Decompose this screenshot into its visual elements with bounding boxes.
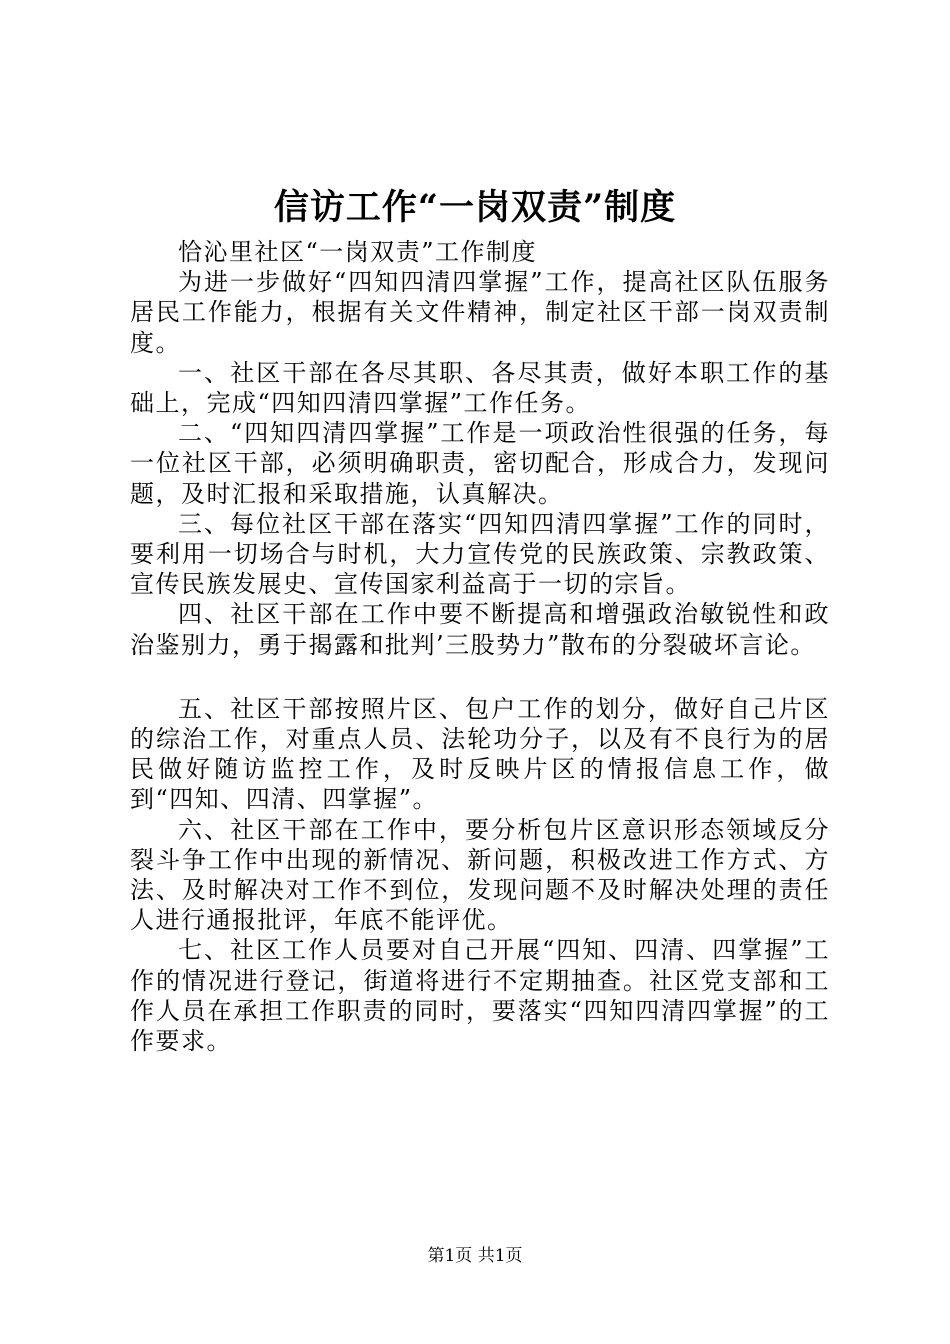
document-subtitle: 恰沁里社区“一岗双责”工作制度 — [178, 238, 538, 266]
paragraph-item-4: 四、社区干部在工作中要不断提高和增强政治敏锐性和政治鉴别力，勇于揭露和批判’三股势力”散布的分裂破坏言论。 — [130, 600, 830, 659]
paragraph-item-2: 二、“四知四清四掌握”工作是一项政治性很强的任务，每一位社区干部，必须明确职责，密切配合，形成合力，发现问题，及时汇报和采取措施，认真解决。 — [130, 419, 830, 508]
paragraph-item-5: 五、社区干部按照片区、包户工作的划分，做好自己片区的综治工作，对重点人员、法轮功分子，以及有不良行为的居民做好随访监控工作，及时反映片区的情报信息工作，做到“四知、四清、四掌握”。 — [130, 694, 830, 814]
paragraph-item-7: 七、社区工作人员要对自己开展“四知、四清、四掌握”工作的情况进行登记，街道将进行不定期抽查。社区党支部和工作人员在承担工作职责的同时，要落实“四知四清四掌握”的工作要求。 — [130, 936, 830, 1056]
page-footer: 第1页 共1页 — [427, 1246, 523, 1266]
paragraph-item-1: 一、社区干部在各尽其职、各尽其责，做好本职工作的基础上，完成“四知四清四掌握”工作任务。 — [130, 358, 830, 418]
document-body — [130, 237, 830, 1056]
document-title: 信访工作“一岗双责”制度 — [273, 187, 677, 228]
paragraph-spacer — [130, 660, 830, 694]
paragraph-item-3: 三、每位社区干部在落实“四知四清四掌握”工作的同时，要利用一切场合与时机，大力宣传党的民族政策、宗教政策、宣传民族发展史、宣传国家利益高于一切的宗旨。 — [130, 509, 830, 599]
paragraph-intro: 为进一步做好“四知四清四掌握”工作，提高社区队伍服务居民工作能力，根据有关文件精神，制定社区干部一岗双责制度。 — [130, 268, 830, 357]
paragraph-item-6: 六、社区干部在工作中，要分析包片区意识形态领域反分裂斗争工作中出现的新情况、新问题，积极改进工作方式、方法、及时解决对工作不到位，发现问题不及时解决处理的责任人进行通报批评，年底不能评优。 — [130, 815, 830, 935]
